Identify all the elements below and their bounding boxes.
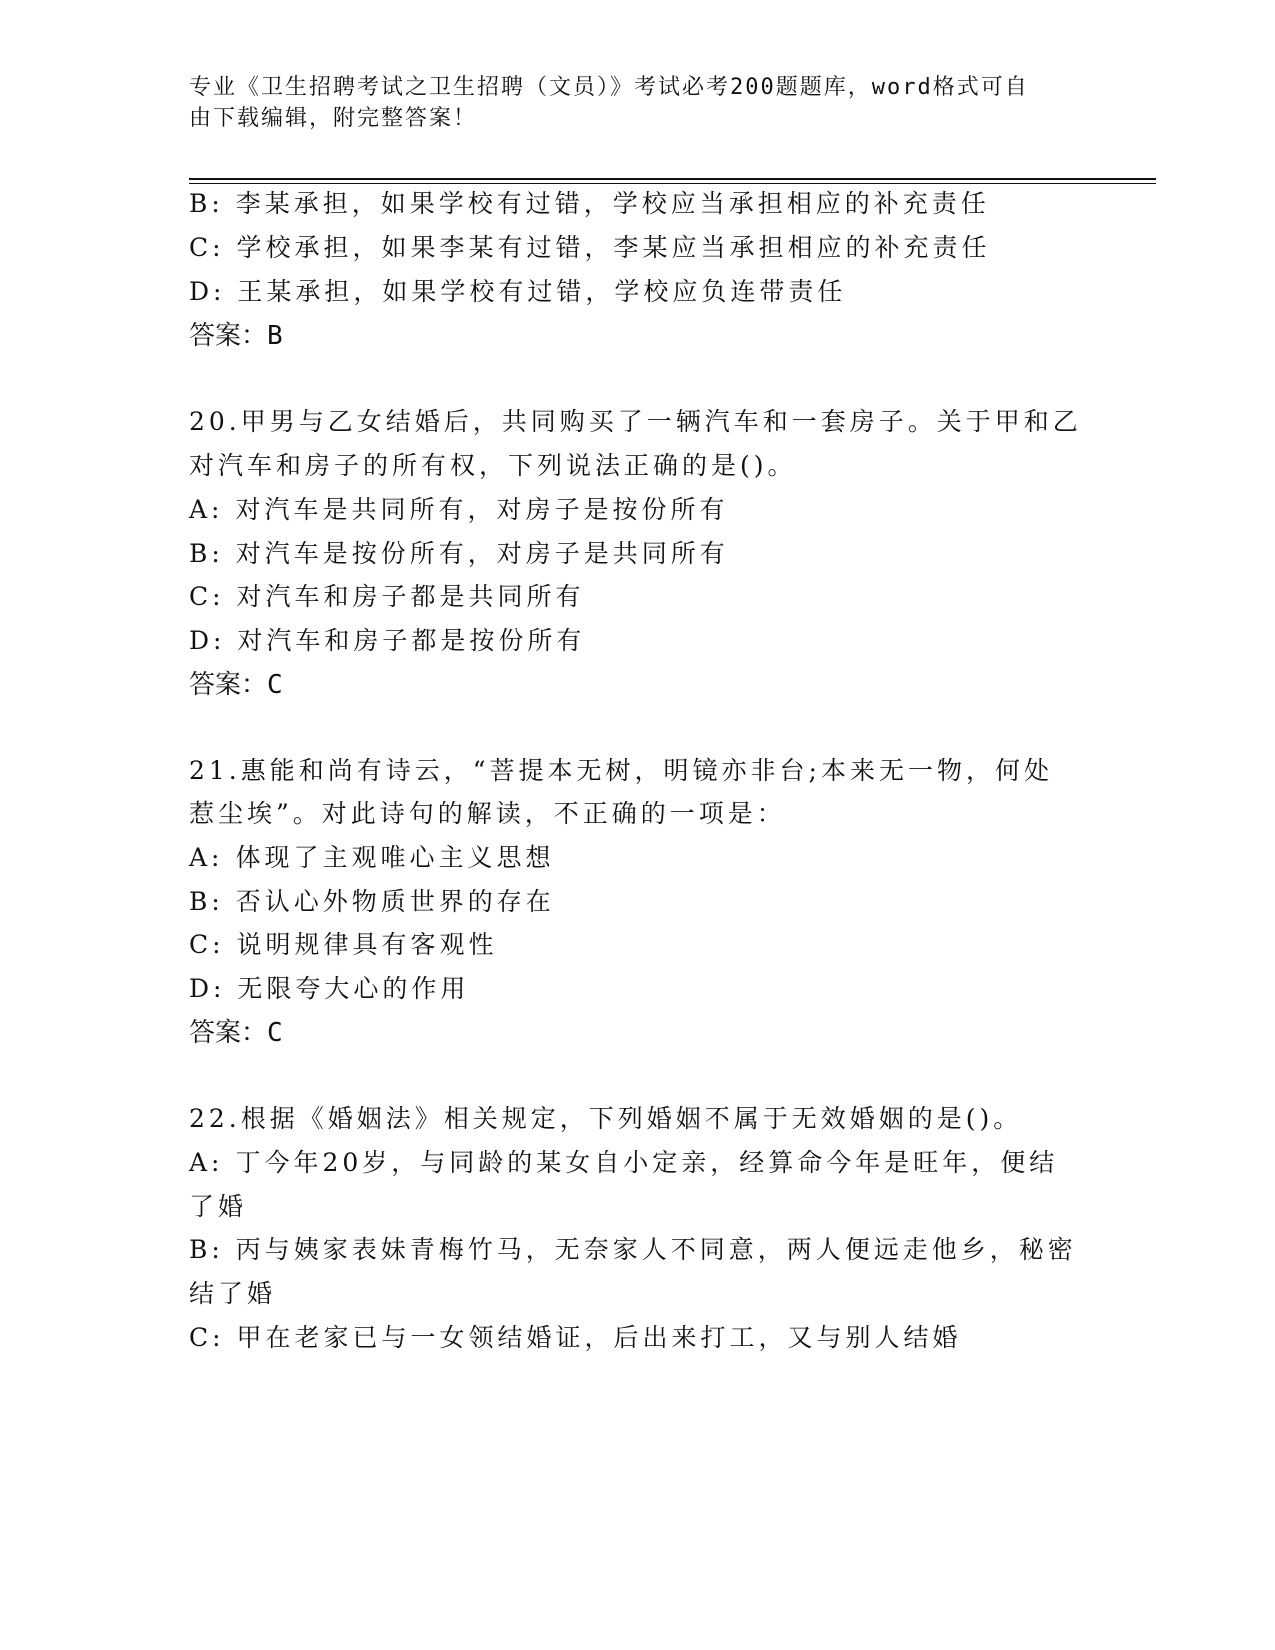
option-c: C: 说明规律具有客观性	[189, 930, 498, 959]
answer-line: 答案：C	[189, 1018, 283, 1048]
header-divider-thin	[189, 183, 1156, 184]
option-b: B: 否认心外物质世界的存在	[189, 887, 555, 916]
answer-line: 答案：B	[189, 321, 283, 351]
header-line-2: 由下载编辑，附完整答案！	[189, 106, 478, 131]
option-d: D: 无限夸大心的作用	[189, 974, 470, 1003]
header-divider	[189, 178, 1156, 180]
question-stem-line: 22.根据《婚姻法》相关规定，下列婚姻不属于无效婚姻的是()。	[189, 1104, 1023, 1133]
option-b: B: 李某承担，如果学校有过错，学校应当承担相应的补充责任	[189, 189, 990, 218]
question-stem-line: 对汽车和房子的所有权，下列说法正确的是()。	[189, 451, 797, 480]
question-stem-line: 20.甲男与乙女结婚后，共同购买了一辆汽车和一套房子。关于甲和乙	[189, 407, 1082, 436]
option-a: A: 对汽车是共同所有，对房子是按份所有	[189, 495, 729, 524]
option-b: B: 对汽车是按份所有，对房子是共同所有	[189, 539, 729, 568]
question-stem-line: 惹尘埃”。对此诗句的解读，不正确的一项是：	[189, 799, 786, 828]
option-b-continuation: 结了婚	[189, 1279, 277, 1308]
option-c: C: 对汽车和房子都是共同所有	[189, 582, 585, 611]
option-d: D: 对汽车和房子都是按份所有	[189, 626, 586, 655]
option-a: A: 丁今年20岁，与同龄的某女自小定亲，经算命今年是旺年，便结	[189, 1148, 1059, 1177]
option-a: A: 体现了主观唯心主义思想	[189, 843, 555, 872]
option-c: C: 学校承担，如果李某有过错，李某应当承担相应的补充责任	[189, 233, 991, 262]
option-d: D: 王某承担，如果学校有过错，学校应负连带责任	[189, 277, 847, 306]
answer-line: 答案：C	[189, 670, 283, 700]
header-line-1: 专业《卫生招聘考试之卫生招聘（文员）》考试必考200题题库，word格式可自	[189, 75, 1029, 100]
option-a-continuation: 了婚	[189, 1192, 248, 1221]
document-header	[189, 72, 1069, 134]
option-c: C: 甲在老家已与一女领结婚证，后出来打工，又与别人结婚	[189, 1323, 962, 1352]
question-stem-line: 21.惠能和尚有诗云，“菩提本无树，明镜亦非台;本来无一物，何处	[189, 756, 1053, 785]
option-b: B: 丙与姨家表妹青梅竹马，无奈家人不同意，两人便远走他乡，秘密	[189, 1235, 1077, 1264]
